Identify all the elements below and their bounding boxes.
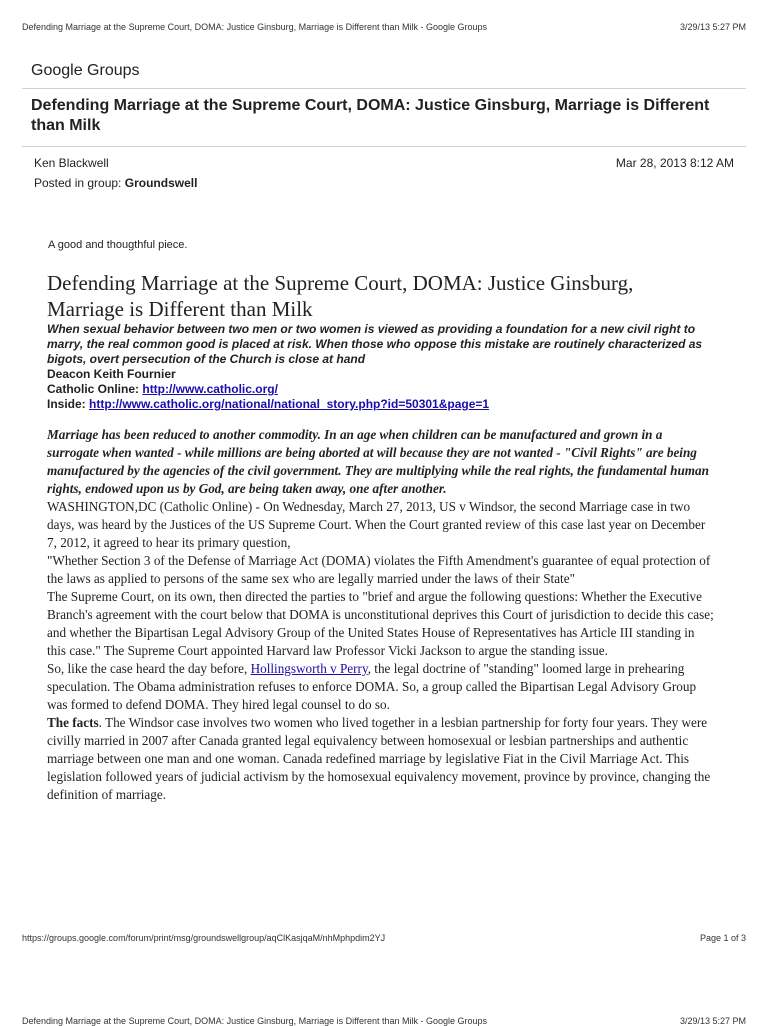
page-number: Page 1 of 3	[699, 933, 746, 943]
group-name: Groundswell	[124, 176, 198, 190]
article-lede: Marriage has been reduced to another commodity. In an age when children can be manufactured and grown in a surrogate when wanted - while millions are being aborted at will because they are not wanted - "Civil Rights" are being manufactured by the agencies of the civil government. They are multiplying while the real rights, the fundamental human rights, endowed upon us by God, are being taken away, one after another.	[47, 427, 709, 496]
paragraph-4-end: , the legal doctrine of "standing" loomed large in prehearing speculation. The Obama administration refuses to enforce DOMA. So, a group called the Bipartisan Legal Advisory Group was formed to defend DOMA. They hired legal counsel to do so.	[47, 661, 697, 712]
inside-link[interactable]: http://www.catholic.org/national/national_story.php?id=50301&page=1	[89, 397, 490, 411]
posted-label: Posted in group:	[34, 176, 122, 190]
article-heading: Defending Marriage at the Supreme Court, DOMA: Justice Ginsburg, Marriage is Different than Milk	[47, 271, 634, 321]
divider	[22, 88, 746, 89]
inside-line	[47, 397, 715, 412]
google-groups-logo[interactable]: Google Groups	[31, 62, 140, 79]
post-author: Ken Blackwell	[34, 156, 109, 170]
print-footer-url: https://groups.google.com/forum/print/msg/groundswellgroup/aqClKasjqaM/nhMphpdim2YJ	[22, 933, 386, 943]
post-intro: A good and thougthful piece.	[48, 239, 188, 251]
posted-in-group	[34, 176, 197, 190]
article-body	[47, 270, 715, 804]
paragraph-1: WASHINGTON,DC (Catholic Online) - On Wednesday, March 27, 2013, US v Windsor, the second Marriage case in two days, was heard by the Justices of the US Supreme Court. When the Court granted review of this case last year on December 7, 2012, it agreed to hear its primary question,	[47, 499, 706, 550]
post-date: Mar 28, 2013 8:12 AM	[615, 156, 734, 170]
divider	[22, 146, 746, 147]
hollingsworth-link[interactable]: Hollingsworth v Perry	[250, 661, 368, 676]
catholic-online-link[interactable]: http://www.catholic.org/	[142, 382, 278, 396]
paragraph-5-text: . The Windsor case involves two women who lived together in a lesbian partnership for forty four years. They were civilly married in 2007 after Canada granted legal equivalency between homosexual or lesbian partnerships and authentic marriage between one man and one woman. Canada redefined marriage by legislative Fiat in the Civil Marriage Act. This legislation followed years of judicial activism by the homosexual equivalency movement, province by province, changing the definition of marriage.	[47, 715, 711, 802]
article-subtitle: When sexual behavior between two men or two women is viewed as providing a foundation for a new civil right to marry, the real common good is placed at risk. When those who oppose this mistake are routinely characterized as bigots, overt persecution of the Church is close at hand	[47, 322, 703, 366]
paragraph-4-start: So, like the case heard the day before,	[47, 661, 251, 676]
print-header-title: Defending Marriage at the Supreme Court, DOMA: Justice Ginsburg, Marriage is Different than Milk - Google Groups	[22, 22, 488, 32]
paragraph-2: "Whether Section 3 of the Defense of Marriage Act (DOMA) violates the Fifth Amendment's guarantee of equal protection of the laws as applied to persons of the same sex who are legally married under the laws of their State"	[47, 553, 711, 586]
next-page-datetime: 3/29/13 5:27 PM	[679, 1016, 746, 1026]
next-page-title: Defending Marriage at the Supreme Court, DOMA: Justice Ginsburg, Marriage is Different than Milk - Google Groups	[22, 1016, 488, 1026]
print-header-datetime: 3/29/13 5:27 PM	[679, 22, 746, 32]
article-paragraphs	[47, 498, 715, 804]
inside-label: Inside:	[47, 397, 86, 411]
paragraph-4	[47, 660, 715, 714]
catholic-online-line	[47, 382, 715, 397]
paragraph-3: The Supreme Court, on its own, then directed the parties to "brief and argue the following questions: Whether the Executive Branch's agreement with the court below that DOMA is unconstitutional deprives this Court of jurisdiction to decide this case; and whether the Bipartisan Legal Advisory Group of the United States House of Representatives has Article III standing in this case." The Supreme Court appointed Harvard law Professor Vicki Jackson to argue the standing issue.	[47, 589, 714, 658]
the-facts-label: The facts	[47, 715, 99, 730]
article-author: Deacon Keith Fournier	[47, 367, 176, 381]
catholic-online-label: Catholic Online:	[47, 382, 140, 396]
paragraph-5	[47, 714, 715, 804]
post-title: Defending Marriage at the Supreme Court, DOMA: Justice Ginsburg, Marriage is Different than Milk	[31, 97, 710, 134]
